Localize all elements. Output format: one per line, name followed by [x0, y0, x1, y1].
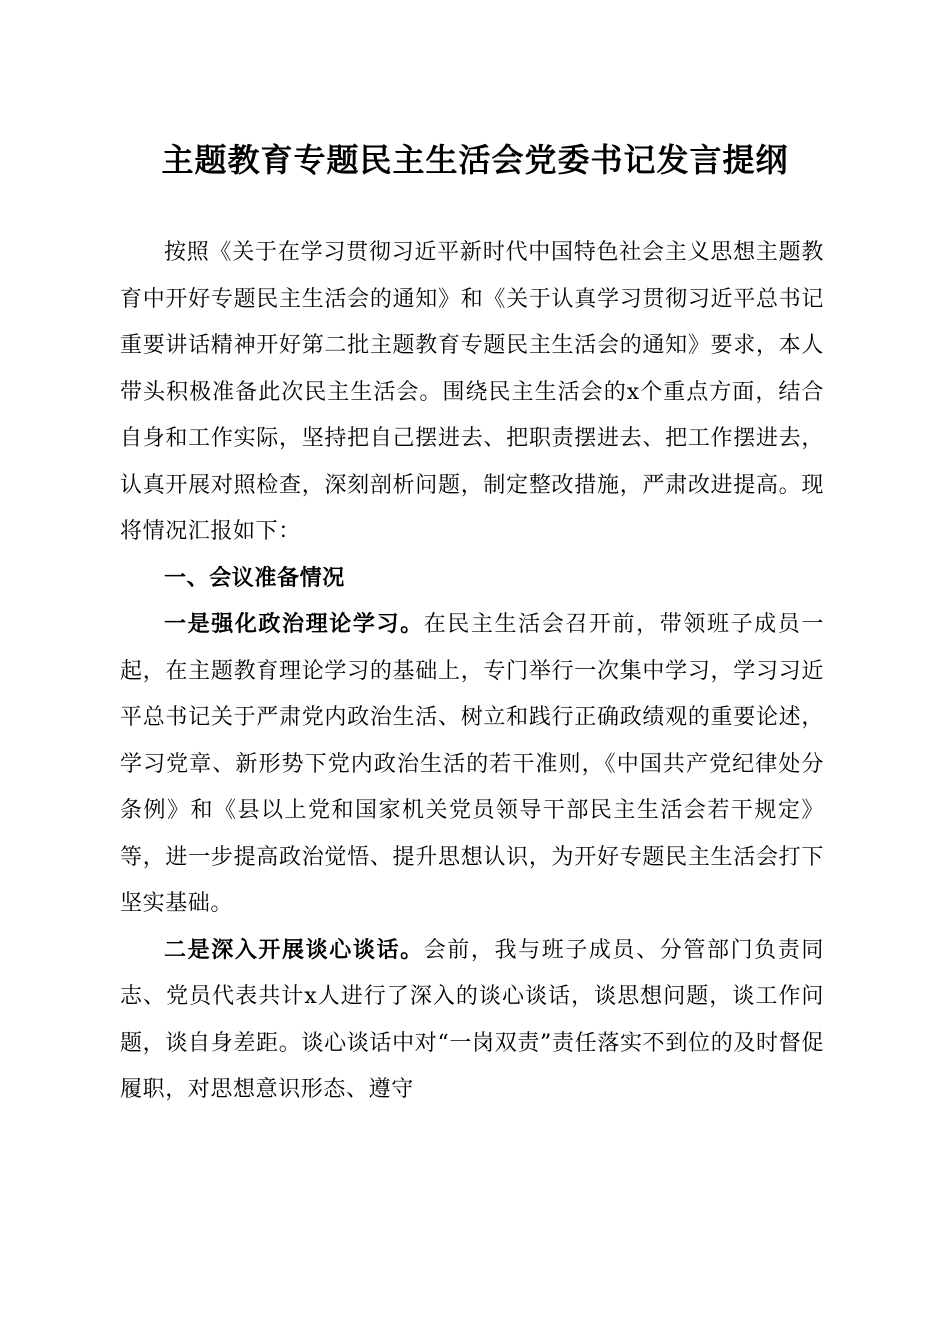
document-body [120, 230, 824, 1114]
paragraph-1-body: 在民主生活会召开前，带领班子成员一起，在主题教育理论学习的基础上，专门举行一次集中学习，学习习近平总书记关于严肃党内政治生活、树立和践行正确政绩观的重要论述，学习党章、新形势下党内政治生活的若干准则，《中国共产党纪律处分条例》和《县以上党和国家机关党员领导干部民主生活会若干规定》等，进一步提高政治觉悟、提升思想认识，为开好专题民主生活会打下坚实基础。 [120, 612, 824, 916]
paragraph-1 [120, 602, 824, 928]
paragraph-2-lead: 二是深入开展谈心谈话。 [164, 937, 424, 963]
paragraph-2 [120, 928, 824, 1114]
section-heading: 一、会议准备情况 [164, 565, 345, 591]
document-title: 主题教育专题民主生活会党委书记发言提纲 [161, 141, 789, 179]
paragraph-1-lead: 一是强化政治理论学习。 [164, 612, 424, 637]
intro-paragraph: 按照《关于在学习贯彻习近平新时代中国特色社会主义思想主题教育中开好专题民主生活会的通知》和《关于认真学习贯彻习近平总书记重要讲话精神开好第二批主题教育专题民主生活会的通知》要求，本人带头积极准备此次民主生活会。围绕民主生活会的x个重点方面，结合自身和工作实际，坚持把自己摆进去、把职责摆进去、把工作摆进去，认真开展对照检查，深刻剖析问题，制定整改措施，严肃改进提高。现将情况汇报如下： [120, 240, 824, 544]
paragraph-2-body: 会前，我与班子成员、分管部门负责同志、党员代表共计x人进行了深入的谈心谈话，谈思想问题，谈工作问题，谈自身差距。谈心谈话中对“一岗双责”责任落实不到位的及时督促履职，对思想意识形态、遵守 [120, 937, 824, 1102]
